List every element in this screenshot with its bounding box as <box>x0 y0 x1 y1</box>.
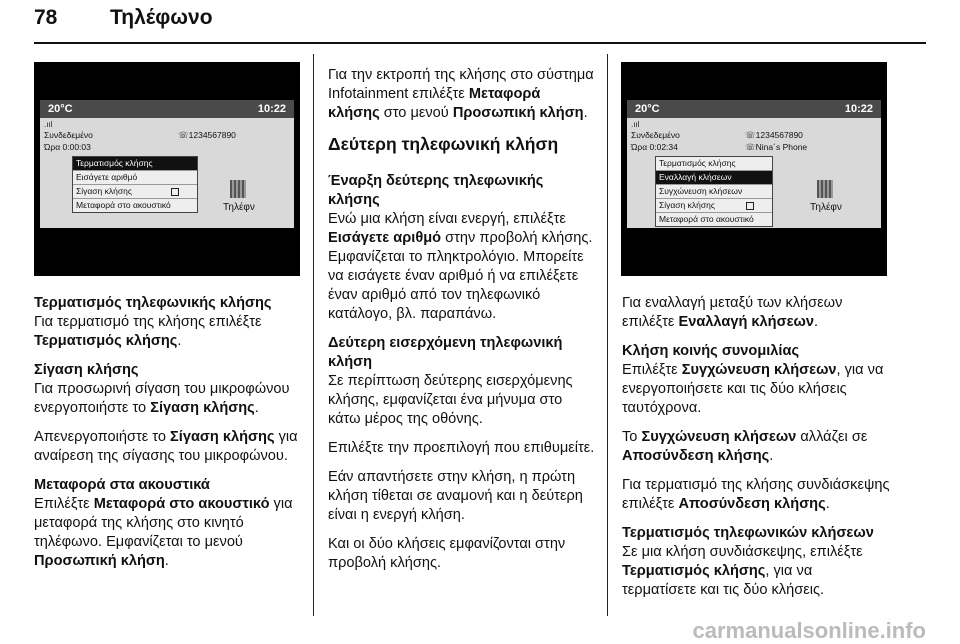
paragraph: Απενεργοποιήστε το Σίγαση κλήσης για αναίρεση της σίγασης του μικροφώνου. <box>34 429 298 464</box>
menu-item[interactable]: Μεταφορά στο ακουστικό <box>656 212 772 226</box>
call-menu <box>72 156 198 213</box>
paragraph: Σε μια κλήση συνδιάσκεψης, επιλέξτε Τερματισμός κλήσης, για να τερματίσετε και τις δύο κλήσεις. <box>622 544 863 598</box>
call-status: Συνδεδεμένο <box>44 130 93 140</box>
column-3 <box>622 294 890 610</box>
phone-icon <box>817 180 833 198</box>
screenshot-switch-calls <box>621 62 887 276</box>
checkbox-icon <box>171 188 179 196</box>
call-duration: Ώρα 0:02:34 <box>631 142 678 152</box>
paragraph: Και οι δύο κλήσεις εμφανίζονται στην προβολή κλήσης. <box>328 536 566 571</box>
paragraph: Επιλέξτε την προεπιλογή που επιθυμείτε. <box>328 440 595 456</box>
top-bar <box>627 100 881 118</box>
temperature: 20°C <box>48 103 73 115</box>
paragraph: Επιλέξτε Συγχώνευση κλήσεων, για να ενεργοποιήσετε και τις δύο κλήσεις ταυτόχρονα. <box>622 362 884 416</box>
infotainment-screen <box>627 100 881 228</box>
page-number: 78 <box>34 6 58 29</box>
heading-end-call: Τερματισμός τηλεφωνικής κλήσης <box>34 295 272 311</box>
call-duration: Ώρα 0:00:03 <box>44 142 91 152</box>
phone-label: Τηλέφν <box>810 202 842 213</box>
status-row <box>44 120 290 130</box>
page-title: Τηλέφωνο <box>110 6 213 29</box>
paragraph: Για προσωρινή σίγαση του μικροφώνου ενεργοποιήστε το Σίγαση κλήσης. <box>34 381 290 416</box>
menu-item[interactable]: Σίγαση κλήσης <box>656 198 772 212</box>
paragraph: Για τερματισμό της κλήσης επιλέξτε Τερματισμός κλήσης. <box>34 314 262 349</box>
call-number: ☏1234567890 <box>178 130 236 140</box>
signal-icon: .ııl <box>44 120 53 129</box>
menu-item[interactable]: Εισάγετε αριθμό <box>73 170 197 184</box>
call-status: Συνδεδεμένο <box>631 130 680 140</box>
clock: 10:22 <box>844 103 873 115</box>
call-menu <box>655 156 773 227</box>
temperature: 20°C <box>635 103 660 115</box>
menu-item[interactable]: Μεταφορά στο ακουστικό <box>73 198 197 212</box>
menu-item[interactable]: Τερματισμός κλήσης <box>659 158 736 168</box>
phone-icon <box>230 180 246 198</box>
paragraph: Για εναλλαγή μεταξύ των κλήσεων επιλέξτε Εναλλαγή κλήσεων. <box>622 295 843 330</box>
paragraph: Επιλέξτε Μεταφορά στο ακουστικό για μεταφορά της κλήσης στο κινητό τηλέφωνο. Εμφανίζεται το μενού Προσωπική κλήση. <box>34 496 293 569</box>
menu-item[interactable]: Τερματισμός κλήσης <box>73 157 197 170</box>
heading-mute: Σίγαση κλήσης <box>34 362 139 378</box>
menu-item[interactable]: Σίγαση κλήσης <box>73 184 197 198</box>
checkbox-icon <box>746 202 754 210</box>
paragraph: Εάν απαντήσετε στην κλήση, η πρώτη κλήση τίθεται σε αναμονή και η δεύτερη είναι η ενεργή κλήση. <box>328 469 583 523</box>
infotainment-screen <box>40 100 294 228</box>
heading-conference-call: Κλήση κοινής συνομιλίας <box>622 343 800 359</box>
column-divider-1 <box>313 54 314 616</box>
heading-transfer: Μεταφορά στα ακουστικά <box>34 477 210 493</box>
menu-item[interactable]: Εναλλαγή κλήσεων <box>656 170 772 184</box>
phone-label: Τηλέφν <box>223 202 255 213</box>
header-rule <box>34 42 926 44</box>
heading-end-calls: Τερματισμός τηλεφωνικών κλήσεων <box>622 525 874 541</box>
heading-start-second-call: Έναρξη δεύτερης τηλεφωνικής κλήσης <box>328 173 544 208</box>
screenshot-end-call <box>34 62 300 276</box>
top-bar <box>40 100 294 118</box>
column-1 <box>34 294 302 581</box>
heading-incoming-second-call: Δεύτερη εισερχόμενη τηλεφωνική κλήση <box>328 335 563 370</box>
call-number: ☏1234567890 <box>745 130 803 140</box>
signal-icon: .ııl <box>631 120 640 129</box>
call-number-2: ☏Nina´s Phone <box>745 142 808 152</box>
page-header <box>34 6 213 30</box>
status-row <box>631 120 877 130</box>
paragraph: Για τερματισμό της κλήσης συνδιάσκεψης επιλέξτε Αποσύνδεση κλήσης. <box>622 477 890 512</box>
paragraph: Το Συγχώνευση κλήσεων αλλάζει σε Αποσύνδεση κλήσης. <box>622 429 868 464</box>
clock: 10:22 <box>257 103 286 115</box>
heading-second-call: Δεύτερη τηλεφωνική κλήση <box>328 134 559 154</box>
paragraph: Για την εκτροπή της κλήσης στο σύστημα Infotainment επιλέξτε Μεταφορά κλήσης στο μενού Προσωπική κλήση. <box>328 67 594 121</box>
column-2 <box>328 66 596 583</box>
paragraph: Ενώ μια κλήση είναι ενεργή, επιλέξτε Εισάγετε αριθμό στην προβολή κλήσης. Εμφανίζεται το πληκτρολόγιο. Μπορείτε να εισάγετε έναν αριθμό ή να επιλέξετε έναν αριθμό από τον τηλεφωνικό κατάλογο, βλ. παραπάνω. <box>328 211 593 322</box>
paragraph: Σε περίπτωση δεύτερης εισερχόμενης κλήσης, εμφανίζεται ένα μήνυμα στο κάτω μέρος της οθόνης. <box>328 373 573 427</box>
menu-item[interactable]: Συγχώνευση κλήσεων <box>656 184 772 198</box>
watermark: carmanualsonline.info <box>692 618 926 643</box>
column-divider-2 <box>607 54 608 616</box>
